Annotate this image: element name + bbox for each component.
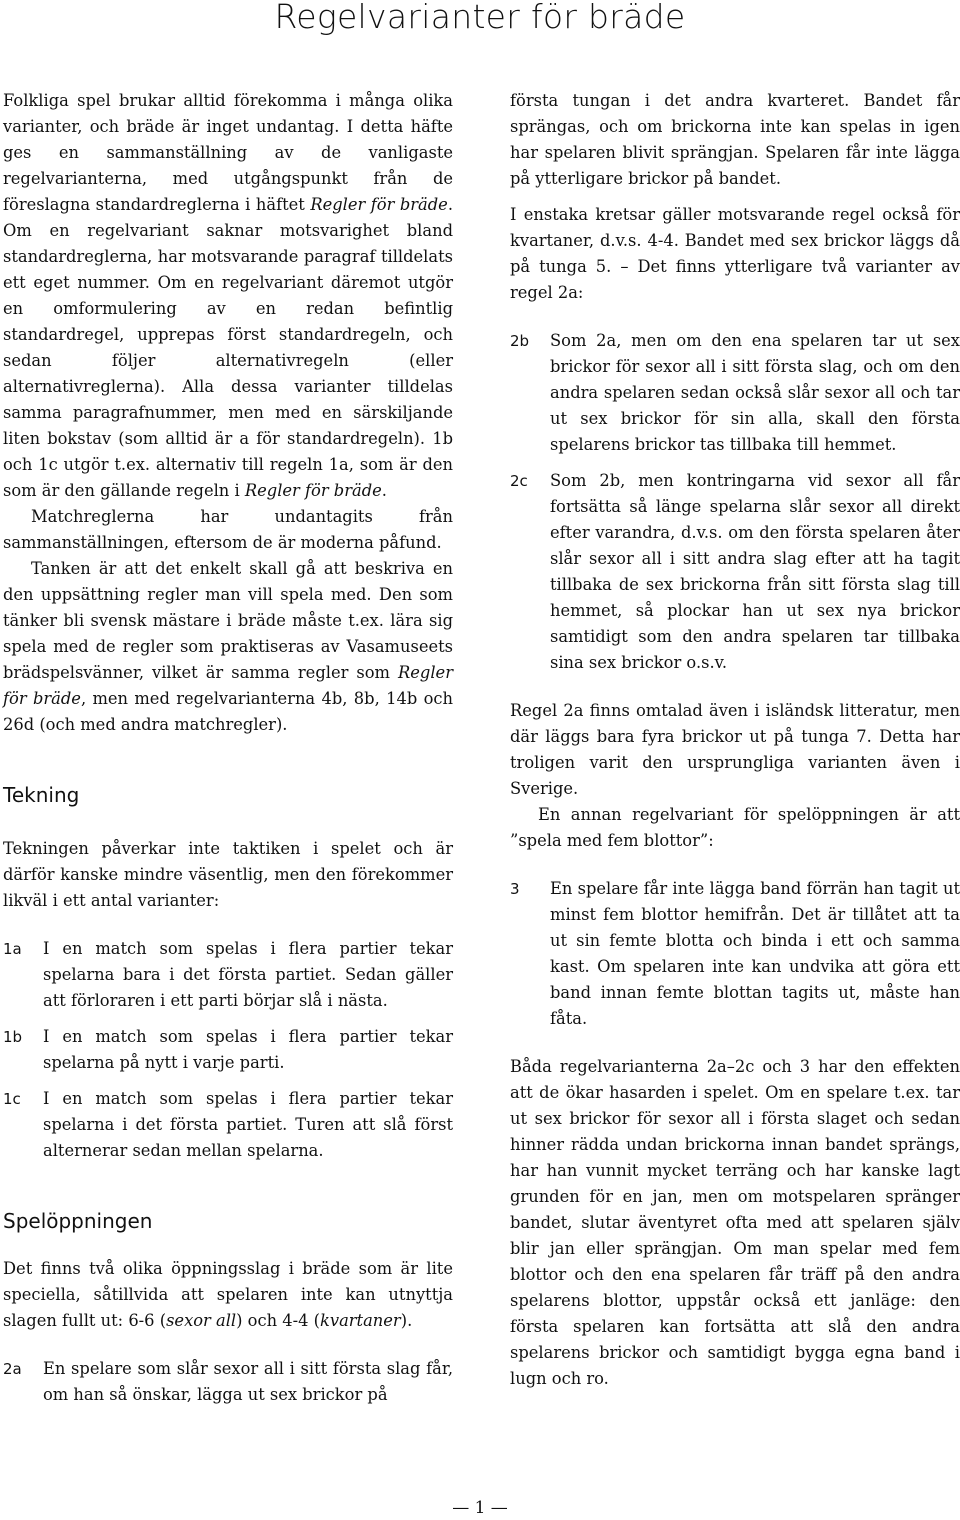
matchregler-paragraph: Matchreglerna har undantagits från sammanställningen, eftersom de är moderna påfund. <box>3 507 453 552</box>
blottor-paragraph: En annan regelvariant för spelöppningen är att ”spela med fem blottor”: <box>510 805 960 850</box>
rule-number: 2c <box>510 472 528 490</box>
intro-paragraph <box>3 88 453 504</box>
intro-text-2: . Om en regelvariant saknar motsvarighet bland standardreglerna, har motsvarande paragraf tilldelats ett eget nummer. Om en regelvariant däremot utgör en omformulering av en redan befintlig standardregel, upprepas först standardregeln, och sedan följer alternativregeln (eller alternativreglerna). Alla dessa varianter tilldelas samma paragrafnummer, men med en särskiljande liten bokstav (som alltid är a för standardregeln). 1b och 1c utgör t.ex. alternativ till regeln 1a, som är den som är den gällande regeln i <box>3 195 454 500</box>
rule-3 <box>510 876 960 1032</box>
rule-2b <box>510 328 960 458</box>
intro-text-1: Folkliga spel brukar alltid förekomma i många olika varianter, och bräde är inget undantag. I detta häfte ges en sammanställning av de vanligaste regelvarianterna, med utgångspunkt från de föreslagna standardreglerna i häftet <box>3 91 453 214</box>
rule-text: I en match som spelas i flera partier tekar spelarna bara i det första partiet. Sedan gäller att förloraren i ett parti börjar slå i nästa. <box>43 939 453 1010</box>
page-number: — 1 — <box>452 1498 508 1518</box>
rule-number: 1b <box>3 1028 23 1046</box>
rule-text: En spelare får inte lägga band förrän han tagit ut minst fem blottor hemifrån. Det är tillåtet att ta ut sin femte blotta och binda i ett och samma kast. Om spelaren inte kan undvika att göra ett band innan femte blottan tagits ut, måste han fåta. <box>550 879 960 1028</box>
island-paragraph: Regel 2a finns omtalad även i isländsk litteratur, men där läggs bara fyra brickor ut på tunga 7. Detta har troligen varit den ursprungliga varianten även i Sverige. <box>510 701 960 798</box>
left-column <box>3 88 453 1408</box>
rule-number: 1c <box>3 1090 21 1108</box>
kvartaner-paragraph: I enstaka kretsar gäller motsvarande regel också för kvartaner, d.v.s. 4-4. Bandet med sex brickor läggs då på tunga 5. – Det finns ytterligare två varianter av regel 2a: <box>510 205 960 302</box>
rule-text: I en match som spelas i flera partier tekar spelarna på nytt i varje parti. <box>43 1027 453 1072</box>
speloppningen-text-3: ). <box>400 1311 413 1330</box>
rule-text: En spelare som slår sexor all i sitt första slag får, om han så önskar, lägga ut sex brickor på <box>43 1359 453 1404</box>
heading-tekning: Tekning <box>3 783 80 807</box>
rule-2c <box>510 468 960 676</box>
tanken-paragraph <box>3 556 453 738</box>
speloppningen-text-2: ) och 4-4 ( <box>236 1311 320 1330</box>
rule-2a <box>3 1356 453 1408</box>
rule-1b <box>3 1024 453 1076</box>
intro-book-title-1: Regler för bräde <box>310 195 448 214</box>
right-column <box>510 88 960 1392</box>
rule-text: I en match som spelas i flera partier tekar spelarna i det första partiet. Turen att slå först alternerar sedan mellan spelarna. <box>43 1089 453 1160</box>
speloppningen-intro <box>3 1256 453 1334</box>
rule-2a-continuation: första tungan i det andra kvarteret. Bandet får sprängas, och om brickorna inte kan spelas in igen har spelaren blivit sprängjan. Spelaren får inte lägga på ytterligare brickor på bandet. <box>510 91 960 188</box>
hasard-paragraph: Båda regelvarianterna 2a–2c och 3 har den effekten att de ökar hasarden i spelet. Om en spelare t.ex. tar ut sex brickor för sexor all i första slaget och sedan hinner rädda undan brickorna innan bandet sprängs, har han vunnit mycket terräng och har kanske lagt grunden för en jan, men om motspelaren spränger bandet, slutar äventyret ofta med att spelaren själv blir jan eller sprängjan. Om man spelar med fem blottor och den ena spelaren får träff på den andra spelarens blottor, uppstår också ett janläge: den första spelaren kan fortsätta att slå den andra spelarens brickor och samtidigt bygga egna band i lugn och ro. <box>510 1057 960 1388</box>
term-sexor-all: sexor all <box>166 1311 237 1330</box>
rule-number: 1a <box>3 940 22 958</box>
term-kvartaner: kvartaner <box>320 1311 401 1330</box>
tanken-book-title: Regler för bräde <box>3 663 453 708</box>
intro-text-3: . <box>381 481 387 500</box>
rule-text: Som 2b, men kontringarna vid sexor all får fortsätta så länge spelarna slår sexor all direkt efter varandra, d.v.s. om den första spelaren åter slår sexor all i sitt andra slag efter att ha tagit tillbaka de sex brickorna från sitt första slag till hemmet, så plockar han ut sex nya brickor samtidigt som den andra spelaren tar tillbaka sina sex brickor o.s.v. <box>550 471 960 672</box>
heading-speloppningen: Spelöppningen <box>3 1209 153 1233</box>
tekning-intro: Tekningen påverkar inte taktiken i spelet och är därför kanske mindre väsentlig, men den förekommer likväl i ett antal varianter: <box>3 839 453 910</box>
intro-book-title-2: Regler för bräde <box>244 481 382 500</box>
rule-1c <box>3 1086 453 1164</box>
tanken-text-2: , men med regelvarianterna 4b, 8b, 14b och 26d (och med andra matchregler). <box>3 689 453 734</box>
page-title: Regelvarianter för bräde <box>274 0 686 36</box>
rule-number: 2b <box>510 332 530 350</box>
rule-number: 3 <box>510 880 520 898</box>
rule-text: Som 2a, men om den ena spelaren tar ut sex brickor för sexor all i sitt första slag, och om den andra spelaren sedan också slår sexor all och tar ut sex brickor för sin alla, skall den första spelarens brickor tas tillbaka till hemmet. <box>550 331 960 454</box>
tanken-text-1: Tanken är att det enkelt skall gå att beskriva en den uppsättning regler man vill spela med. Den som tänker bli svensk mästare i bräde måste t.ex. lära sig spela med de regler som praktiseras av Vasamuseets brädspelsvänner, vilket är samma regler som <box>3 559 453 682</box>
rule-number: 2a <box>3 1360 22 1378</box>
rule-1a <box>3 936 453 1014</box>
speloppningen-text-1: Det finns två olika öppningsslag i bräde som är lite speciella, såtillvida att spelaren inte kan utnyttja slagen fullt ut: 6-6 ( <box>3 1259 453 1330</box>
